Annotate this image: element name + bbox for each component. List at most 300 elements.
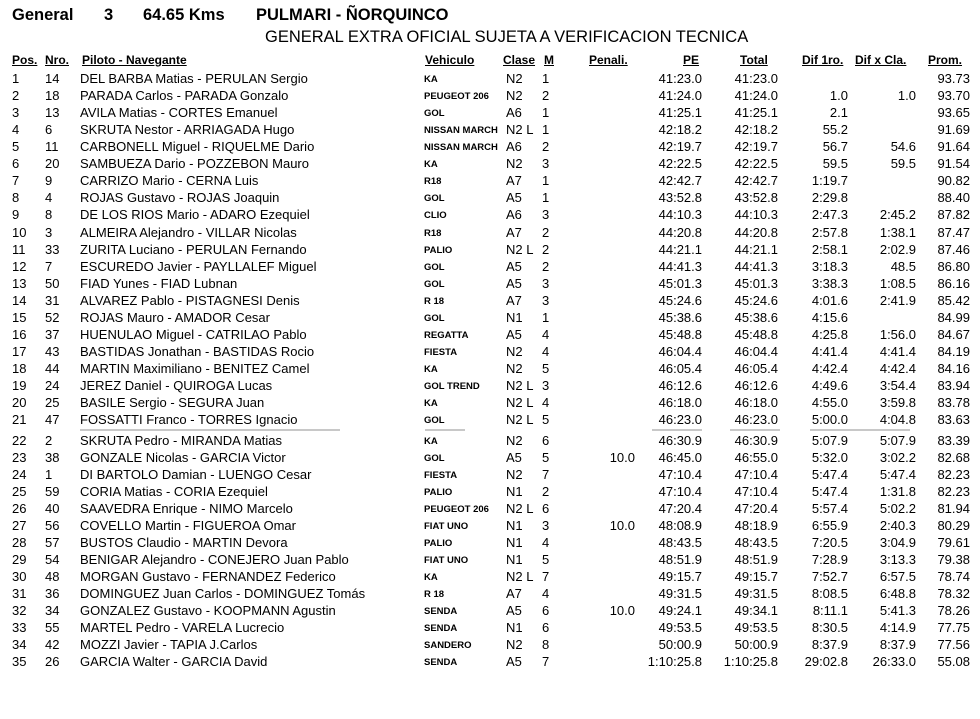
cell-total: 49:31.5 xyxy=(734,586,778,601)
cell-total: 47:10.4 xyxy=(734,483,778,499)
cell-difcla: 5:07.9 xyxy=(879,432,916,448)
cell-dif1: 3:18.3 xyxy=(811,258,848,274)
cell-vehiculo: R 18 xyxy=(424,295,445,307)
cell-pos: 20 xyxy=(12,394,27,410)
cell-dif1: 2:29.8 xyxy=(811,190,848,206)
cell-dif1: 1.0 xyxy=(829,88,848,103)
cell-pe: 45:38.6 xyxy=(658,309,702,325)
cell-clase: A7 xyxy=(506,586,522,601)
cell-prom: 82.23 xyxy=(937,483,970,499)
cell-difcla: 4:42.4 xyxy=(879,360,916,376)
cell-nro: 6 xyxy=(45,122,53,138)
cell-vehiculo: KA xyxy=(424,363,438,375)
cell-pos: 33 xyxy=(12,620,27,636)
cell-vehiculo: KA xyxy=(424,397,438,409)
col-vehiculo: Vehiculo xyxy=(425,53,475,67)
cell-prom: 79.61 xyxy=(937,534,970,550)
cell-clase: A7 xyxy=(506,173,522,189)
cell-total: 44:10.3 xyxy=(734,207,778,223)
table-row xyxy=(0,585,980,602)
cell-pe: 46:18.0 xyxy=(658,394,702,410)
cell-pos: 18 xyxy=(12,360,27,376)
cell-dif1: 56.7 xyxy=(822,139,848,155)
cell-difcla: 3:13.3 xyxy=(879,551,916,567)
cell-total: 45:24.6 xyxy=(734,292,778,308)
table-row xyxy=(0,534,980,551)
cell-difcla: 2:45.2 xyxy=(879,207,916,223)
cell-m: 2 xyxy=(542,224,550,240)
cell-piloto: HUENULAO Miguel - CATRILAO Pablo xyxy=(80,326,307,342)
cell-vehiculo: FIAT UNO xyxy=(424,520,469,532)
cell-piloto: COVELLO Martin - FIGUEROA Omar xyxy=(80,517,296,533)
table-row xyxy=(0,121,980,138)
table-row xyxy=(0,292,980,309)
cell-vehiculo: GOL xyxy=(424,452,445,464)
cell-piloto: BASILE Sergio - SEGURA Juan xyxy=(80,394,265,410)
cell-dif1: 3:38.3 xyxy=(811,275,848,291)
cell-total: 44:41.3 xyxy=(734,258,778,274)
cell-pos: 6 xyxy=(12,156,20,172)
cell-total: 47:10.4 xyxy=(734,466,778,482)
cell-piloto: FIAD Yunes - FIAD Lubnan xyxy=(80,275,238,291)
cell-clase: A7 xyxy=(506,292,522,308)
cell-prom: 81.94 xyxy=(937,500,970,516)
cell-difcla: 1:56.0 xyxy=(879,326,916,342)
cell-total: 44:21.1 xyxy=(734,241,778,257)
report-subtitle: GENERAL EXTRA OFICIAL SUJETA A VERIFICACION TECNICA xyxy=(265,28,749,46)
cell-vehiculo: FIAT UNO xyxy=(424,554,469,566)
cell-piloto: ALVAREZ Pablo - PISTAGNESI Denis xyxy=(80,292,300,308)
cell-difcla: 2:40.3 xyxy=(879,517,916,533)
cell-prom: 83.63 xyxy=(937,412,970,427)
cell-pe: 45:48.8 xyxy=(658,326,702,342)
cell-total: 42:19.7 xyxy=(734,139,778,155)
cell-piloto: DI BARTOLO Damian - LUENGO Cesar xyxy=(80,466,312,482)
cell-nro: 31 xyxy=(45,292,60,308)
cell-piloto: BENIGAR Alejandro - CONEJERO Juan Pablo xyxy=(80,551,349,567)
cell-pos: 23 xyxy=(12,449,27,465)
cell-clase: N1 xyxy=(506,620,523,636)
cell-clase: N2 xyxy=(506,71,523,86)
cell-prom: 93.73 xyxy=(937,71,970,86)
cell-pos: 31 xyxy=(12,586,27,601)
cell-m: 1 xyxy=(542,190,550,206)
table-row xyxy=(0,636,980,653)
cell-total: 46:55.0 xyxy=(734,449,778,465)
cell-nro: 14 xyxy=(45,71,60,86)
cell-dif1: 7:28.9 xyxy=(811,551,848,567)
cell-pos: 8 xyxy=(12,190,20,206)
cell-clase: N1 xyxy=(506,517,523,533)
cell-nro: 37 xyxy=(45,326,60,342)
cell-total: 45:01.3 xyxy=(734,275,778,291)
cell-nro: 40 xyxy=(45,500,60,516)
cell-vehiculo: GOL xyxy=(424,261,445,273)
cell-clase: A6 xyxy=(506,139,522,155)
table-row xyxy=(0,241,980,258)
cell-total: 42:18.2 xyxy=(734,122,778,138)
table-row xyxy=(0,360,980,377)
cell-clase: N2 L xyxy=(506,241,534,257)
cell-m: 1 xyxy=(542,309,550,325)
cell-pe: 44:20.8 xyxy=(658,224,702,240)
cell-prom: 93.70 xyxy=(937,88,970,103)
cell-total: 42:42.7 xyxy=(734,173,778,189)
cell-vehiculo: KA xyxy=(424,572,438,583)
cell-vehiculo: REGATTA xyxy=(424,329,469,341)
cell-pe: 42:18.2 xyxy=(658,122,702,138)
cell-prom: 82.23 xyxy=(937,466,970,482)
cell-pos: 5 xyxy=(12,139,20,155)
cell-pe: 42:19.7 xyxy=(658,139,702,155)
cell-total: 46:30.9 xyxy=(734,432,778,448)
cell-total: 49:53.5 xyxy=(734,620,778,636)
cell-prom: 78.26 xyxy=(937,603,970,619)
cell-prom: 87.46 xyxy=(937,241,970,257)
cell-m: 5 xyxy=(542,412,550,427)
cell-total: 46:12.6 xyxy=(734,377,778,393)
cell-prom: 87.47 xyxy=(937,224,970,240)
cell-m: 4 xyxy=(542,534,550,550)
cell-clase: A6 xyxy=(506,105,522,121)
cell-prom: 84.99 xyxy=(937,309,970,325)
cell-prom: 83.78 xyxy=(937,394,970,410)
cell-clase: N2 L xyxy=(506,500,534,516)
cell-difcla: 4:41.4 xyxy=(879,343,916,359)
cell-prom: 87.82 xyxy=(937,207,970,223)
cell-dif1: 8:37.9 xyxy=(811,637,848,653)
cell-pe: 41:23.0 xyxy=(658,71,702,86)
cell-clase: N2 xyxy=(506,466,523,482)
cell-vehiculo: GOL xyxy=(424,108,445,120)
cell-vehiculo: NISSAN MARCH xyxy=(424,125,498,137)
cell-pe: 44:10.3 xyxy=(658,207,702,223)
cell-total: 41:24.0 xyxy=(734,88,778,103)
cell-m: 6 xyxy=(542,500,550,516)
cell-dif1: 4:42.4 xyxy=(811,360,848,376)
cell-dif1: 4:49.6 xyxy=(811,377,848,393)
cell-clase: A5 xyxy=(506,603,522,619)
cell-m: 3 xyxy=(542,377,550,393)
cell-m: 5 xyxy=(542,449,550,465)
table-row xyxy=(0,155,980,172)
cell-vehiculo: FIESTA xyxy=(424,346,458,358)
table-row xyxy=(0,104,980,121)
cell-dif1: 5:32.0 xyxy=(811,449,848,465)
cell-difcla: 3:59.8 xyxy=(879,394,916,410)
cell-piloto: ALMEIRA Alejandro - VILLAR Nicolas xyxy=(80,224,297,240)
cell-pos: 34 xyxy=(12,637,27,653)
cell-piloto: ROJAS Mauro - AMADOR Cesar xyxy=(80,309,270,325)
cell-penali: 10.0 xyxy=(609,449,635,465)
cell-pe: 49:15.7 xyxy=(658,569,702,584)
cell-piloto: SKRUTA Nestor - ARRIAGADA Hugo xyxy=(80,122,295,138)
cell-difcla: 4:04.8 xyxy=(879,412,916,427)
cell-clase: N2 L xyxy=(506,412,534,427)
cell-piloto: CARRIZO Mario - CERNA Luis xyxy=(80,173,259,189)
cell-clase: N2 xyxy=(506,360,523,376)
cell-dif1: 8:08.5 xyxy=(811,586,848,601)
cell-vehiculo: GOL TREND xyxy=(424,380,480,392)
table-row xyxy=(0,394,980,411)
cell-m: 3 xyxy=(542,156,550,172)
cell-difcla: 48.5 xyxy=(890,258,916,274)
cell-nro: 20 xyxy=(45,156,60,172)
cell-pos: 1 xyxy=(12,71,20,86)
cell-pos: 27 xyxy=(12,517,27,533)
col-total: Total xyxy=(740,53,768,67)
cell-nro: 42 xyxy=(45,637,60,653)
cell-m: 2 xyxy=(542,139,550,155)
cell-pos: 10 xyxy=(12,224,27,240)
cell-clase: N1 xyxy=(506,309,523,325)
cell-nro: 56 xyxy=(45,517,60,533)
col-pos: Pos. xyxy=(12,53,38,67)
cell-prom: 85.42 xyxy=(937,292,970,308)
cell-vehiculo: GOL xyxy=(424,312,445,324)
cell-difcla: 5:41.3 xyxy=(879,603,916,619)
cell-nro: 18 xyxy=(45,88,60,103)
cell-piloto: BUSTOS Claudio - MARTIN Devora xyxy=(80,534,288,550)
cell-dif1: 2:58.1 xyxy=(811,241,848,257)
cell-clase: N2 xyxy=(506,343,523,359)
cell-vehiculo: R18 xyxy=(424,176,442,188)
table-row xyxy=(0,326,980,343)
cell-dif1: 59.5 xyxy=(822,156,848,172)
cell-dif1: 6:55.9 xyxy=(811,517,848,533)
cell-prom: 88.40 xyxy=(937,190,970,206)
cell-piloto: JEREZ Daniel - QUIROGA Lucas xyxy=(80,377,273,393)
cell-dif1: 5:00.0 xyxy=(811,412,848,427)
cell-m: 1 xyxy=(542,122,550,138)
cell-dif1: 5:57.4 xyxy=(811,500,848,516)
col-dif1: Dif 1ro. xyxy=(802,53,844,67)
cell-nro: 8 xyxy=(45,207,53,223)
cell-total: 48:51.9 xyxy=(734,551,778,567)
cell-pe: 48:43.5 xyxy=(658,534,702,550)
cell-pe: 42:22.5 xyxy=(658,156,702,172)
cell-total: 46:05.4 xyxy=(734,360,778,376)
cell-clase: N2 L xyxy=(506,377,534,393)
cell-vehiculo: SANDERO xyxy=(424,640,472,652)
cell-m: 6 xyxy=(542,432,550,448)
cell-pos: 29 xyxy=(12,551,27,567)
table-row xyxy=(0,449,980,466)
cell-clase: N2 xyxy=(506,156,523,172)
cell-total: 44:20.8 xyxy=(734,224,778,240)
cell-total: 49:34.1 xyxy=(734,603,778,619)
table-row xyxy=(0,483,980,500)
col-prom: Prom. xyxy=(928,53,963,67)
cell-nro: 9 xyxy=(45,173,53,189)
cell-clase: N2 L xyxy=(506,122,534,138)
cell-vehiculo: PEUGEOT 206 xyxy=(424,503,489,515)
cell-prom: 77.75 xyxy=(937,620,970,636)
cell-total: 45:48.8 xyxy=(734,326,778,342)
cell-nro: 55 xyxy=(45,620,60,636)
cell-prom: 78.74 xyxy=(937,569,970,584)
cell-total: 49:15.7 xyxy=(734,569,778,584)
cell-nro: 43 xyxy=(45,343,60,359)
cell-m: 1 xyxy=(542,105,550,121)
cell-dif1: 8:30.5 xyxy=(811,620,848,636)
cell-pos: 3 xyxy=(12,105,20,121)
cell-vehiculo: CLIO xyxy=(424,210,447,222)
cell-pe: 45:24.6 xyxy=(658,292,702,308)
cell-pe: 48:08.9 xyxy=(658,517,702,533)
cell-pe: 43:52.8 xyxy=(658,190,702,206)
cell-piloto: DEL BARBA Matias - PERULAN Sergio xyxy=(80,71,308,86)
cell-clase: A7 xyxy=(506,224,522,240)
cell-dif1: 2.1 xyxy=(829,105,848,121)
cell-prom: 86.16 xyxy=(937,275,970,291)
cell-m: 3 xyxy=(542,275,550,291)
cell-clase: N2 L xyxy=(506,394,534,410)
cell-prom: 86.80 xyxy=(937,258,970,274)
cell-piloto: DOMINGUEZ Juan Carlos - DOMINGUEZ Tomás xyxy=(80,586,366,601)
cell-difcla: 5:02.2 xyxy=(879,500,916,516)
cell-pos: 19 xyxy=(12,377,27,393)
cell-nro: 47 xyxy=(45,412,60,427)
cell-difcla: 3:04.9 xyxy=(879,534,916,550)
cell-piloto: DE LOS RIOS Mario - ADARO Ezequiel xyxy=(80,207,310,223)
cell-piloto: CARBONELL Miguel - RIQUELME Dario xyxy=(80,139,315,155)
table-row xyxy=(0,432,980,449)
cell-piloto: MOZZI Javier - TAPIA J.Carlos xyxy=(80,637,258,653)
cell-m: 7 xyxy=(542,466,550,482)
cell-m: 2 xyxy=(542,258,550,274)
cell-nro: 11 xyxy=(45,139,59,155)
cell-vehiculo: PEUGEOT 206 xyxy=(424,91,489,102)
cell-pos: 7 xyxy=(12,173,20,189)
cell-difcla: 6:48.8 xyxy=(879,586,916,601)
cell-nro: 54 xyxy=(45,551,60,567)
cell-dif1: 7:20.5 xyxy=(811,534,848,550)
cell-prom: 91.64 xyxy=(937,139,970,155)
table-row xyxy=(0,602,980,619)
cell-total: 48:43.5 xyxy=(734,534,778,550)
cell-nro: 7 xyxy=(45,258,53,274)
cell-nro: 38 xyxy=(45,449,60,465)
cell-m: 7 xyxy=(542,569,550,584)
cell-pe: 46:04.4 xyxy=(658,343,702,359)
cell-difcla: 5:47.4 xyxy=(879,466,916,482)
cell-prom: 90.82 xyxy=(937,173,970,189)
col-piloto: Piloto - Navegante xyxy=(82,53,187,67)
cell-pe: 46:45.0 xyxy=(658,449,702,465)
cell-dif1: 1:19.7 xyxy=(811,173,848,189)
table-row xyxy=(0,517,980,534)
cell-pe: 45:01.3 xyxy=(658,275,702,291)
header-title: General xyxy=(12,6,74,24)
cell-pos: 28 xyxy=(12,534,27,550)
scan-artifact-line xyxy=(0,429,980,433)
cell-piloto: ROJAS Gustavo - ROJAS Joaquin xyxy=(80,190,280,206)
cell-difcla: 3:54.4 xyxy=(879,377,916,393)
cell-clase: N1 xyxy=(506,551,523,567)
cell-piloto: SAMBUEZA Dario - POZZEBON Mauro xyxy=(80,156,309,172)
cell-piloto: ZURITA Luciano - PERULAN Fernando xyxy=(80,241,307,257)
table-row xyxy=(0,224,980,241)
cell-nro: 2 xyxy=(45,432,53,448)
cell-difcla: 1:31.8 xyxy=(879,483,916,499)
cell-pe: 48:51.9 xyxy=(658,551,702,567)
cell-piloto: MARTIN Maximiliano - BENITEZ Camel xyxy=(80,360,310,376)
cell-m: 5 xyxy=(542,360,550,376)
cell-dif1: 5:47.4 xyxy=(811,466,848,482)
cell-dif1: 29:02.8 xyxy=(804,654,848,670)
cell-clase: N2 xyxy=(506,88,523,103)
col-difcla: Dif x Cla. xyxy=(855,53,907,67)
cell-m: 6 xyxy=(542,620,550,636)
col-penali: Penali. xyxy=(589,53,628,67)
cell-vehiculo: SENDA xyxy=(424,623,458,635)
cell-m: 2 xyxy=(542,88,550,103)
cell-pos: 17 xyxy=(12,343,27,359)
cell-pos: 4 xyxy=(12,122,20,138)
cell-difcla: 1.0 xyxy=(897,88,916,103)
cell-clase: N2 L xyxy=(506,569,534,584)
table-row xyxy=(0,275,980,292)
cell-pe: 49:53.5 xyxy=(658,620,702,636)
cell-m: 2 xyxy=(542,241,550,257)
cell-clase: A6 xyxy=(506,207,522,223)
header-stage: 3 xyxy=(104,6,114,24)
cell-clase: N1 xyxy=(506,483,523,499)
cell-piloto: PARADA Carlos - PARADA Gonzalo xyxy=(80,88,289,103)
cell-piloto: FOSSATTI Franco - TORRES Ignacio xyxy=(80,412,298,427)
cell-difcla: 3:02.2 xyxy=(879,449,916,465)
cell-pos: 16 xyxy=(12,326,27,342)
table-row xyxy=(0,258,980,275)
table-row xyxy=(0,568,980,585)
header-route: PULMARI - ÑORQUINCO xyxy=(256,6,449,24)
cell-pe: 47:20.4 xyxy=(658,500,702,516)
cell-pos: 26 xyxy=(12,500,27,516)
cell-pos: 15 xyxy=(12,309,27,325)
cell-pe: 49:24.1 xyxy=(658,603,702,619)
cell-nro: 1 xyxy=(45,466,53,482)
col-clase: Clase xyxy=(503,53,536,67)
cell-dif1: 2:47.3 xyxy=(811,207,848,223)
cell-pos: 11 xyxy=(12,241,26,257)
cell-prom: 78.32 xyxy=(937,586,970,601)
cell-difcla: 1:38.1 xyxy=(879,224,916,240)
cell-clase: N2 xyxy=(506,637,523,653)
cell-clase: A5 xyxy=(506,258,522,274)
table-row xyxy=(0,619,980,636)
table-row xyxy=(0,411,980,428)
cell-piloto: GONZALE Nicolas - GARCIA Victor xyxy=(80,449,286,465)
cell-dif1: 8:11.1 xyxy=(812,603,848,619)
cell-vehiculo: FIESTA xyxy=(424,469,458,481)
cell-vehiculo: GOL xyxy=(424,193,445,205)
cell-pe: 41:25.1 xyxy=(658,105,702,121)
cell-total: 50:00.9 xyxy=(734,637,778,653)
cell-vehiculo: PALIO xyxy=(424,537,453,549)
cell-dif1: 4:55.0 xyxy=(811,394,848,410)
cell-m: 2 xyxy=(542,483,550,499)
col-m: M xyxy=(544,53,554,67)
cell-pos: 30 xyxy=(12,569,27,584)
cell-prom: 83.39 xyxy=(937,432,970,448)
cell-m: 8 xyxy=(542,637,550,653)
cell-vehiculo: PALIO xyxy=(424,244,453,256)
cell-difcla: 8:37.9 xyxy=(879,637,916,653)
cell-total: 46:18.0 xyxy=(734,394,778,410)
cell-m: 1 xyxy=(542,173,550,189)
cell-m: 4 xyxy=(542,586,550,601)
